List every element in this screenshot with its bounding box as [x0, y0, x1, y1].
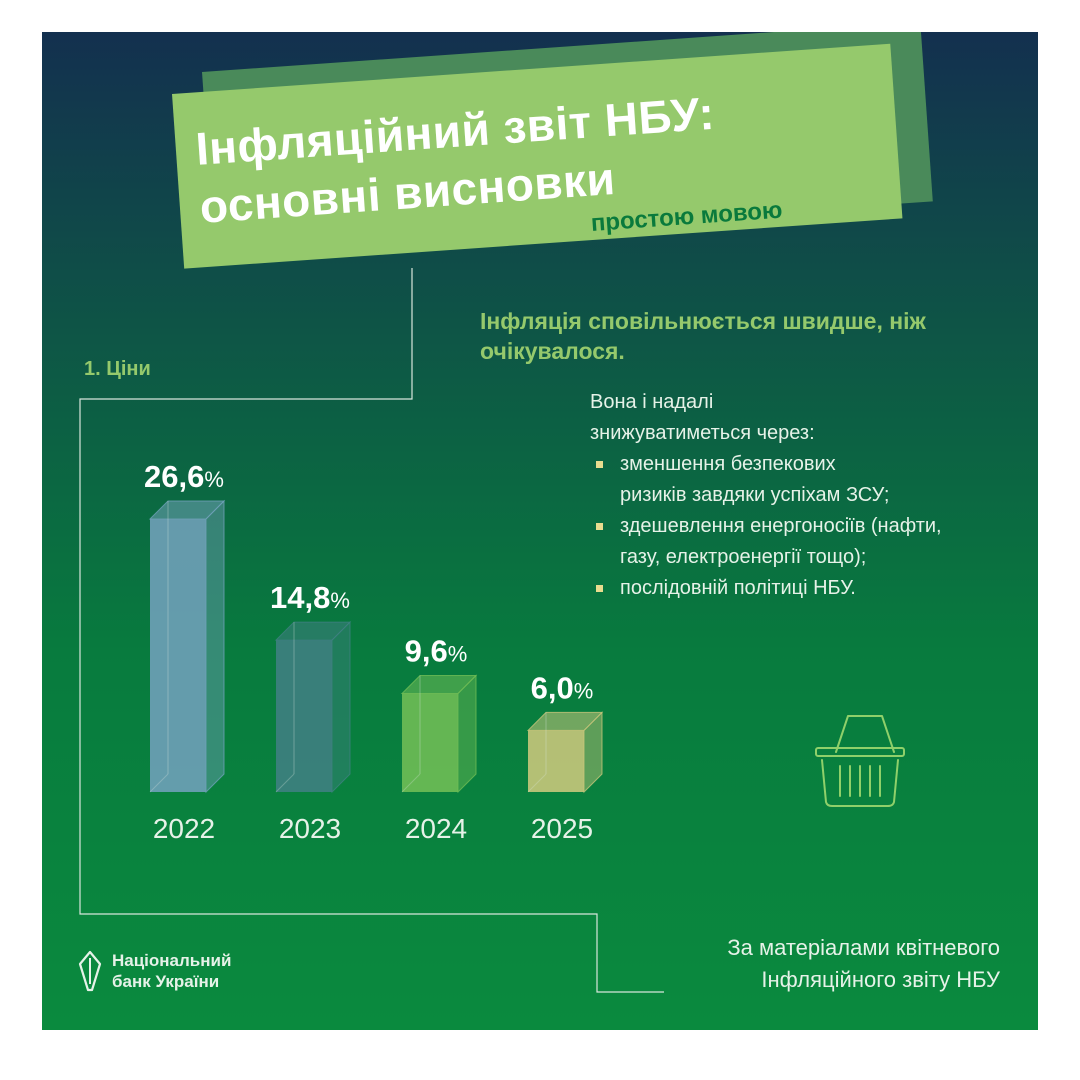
inflation-bar-chart: [144, 459, 602, 844]
chart-overlay: [42, 32, 1038, 1030]
value-label: 6,0%: [530, 670, 594, 706]
reason-item: зменшення безпекових ризиків завдяки успіхам ЗСУ;: [590, 449, 890, 511]
title-line-1: Інфляційний звіт НБУ:: [194, 86, 717, 175]
bar-2022: [150, 501, 224, 792]
logo-line-2: банк України: [112, 972, 220, 991]
infographic-panel: [42, 32, 1038, 1030]
value-label: 26,6%: [144, 459, 224, 494]
bar-2024: [402, 675, 476, 792]
reason-item: послідовній політиці НБУ.: [590, 573, 1010, 604]
nbu-logo: [78, 950, 231, 992]
title-line-2: основні висновки: [198, 151, 617, 233]
bar-2025: [528, 712, 602, 792]
reasons-intro: Вона і надалі знижуватиметься через:: [590, 391, 815, 444]
source-line-2: Інфляційного звіту НБУ: [761, 967, 1000, 992]
source-line-1: За матеріалами квітневого: [727, 935, 1000, 960]
lead-text: Інфляція сповільнюється швидше, ніж очікувалося.: [480, 308, 926, 364]
source-note: [590, 932, 1000, 996]
logo-line-1: Національний: [112, 951, 232, 970]
x-tick-label: 2025: [530, 813, 594, 844]
section-label: 1. Ціни: [84, 358, 151, 380]
x-tick-label: 2023: [278, 813, 342, 844]
value-label: 9,6%: [404, 633, 468, 669]
bar-2023: [276, 622, 350, 792]
x-tick-label: 2022: [152, 813, 216, 844]
x-tick-label: 2024: [404, 813, 468, 844]
basket-icon: [816, 716, 904, 806]
reason-item: здешевлення енергоносіїв (нафти, газу, електроенергії тощо);: [590, 511, 950, 573]
nbu-logo-icon: [78, 950, 102, 992]
subtitle: простою мовою: [590, 196, 784, 237]
value-label: 14,8%: [270, 580, 350, 616]
